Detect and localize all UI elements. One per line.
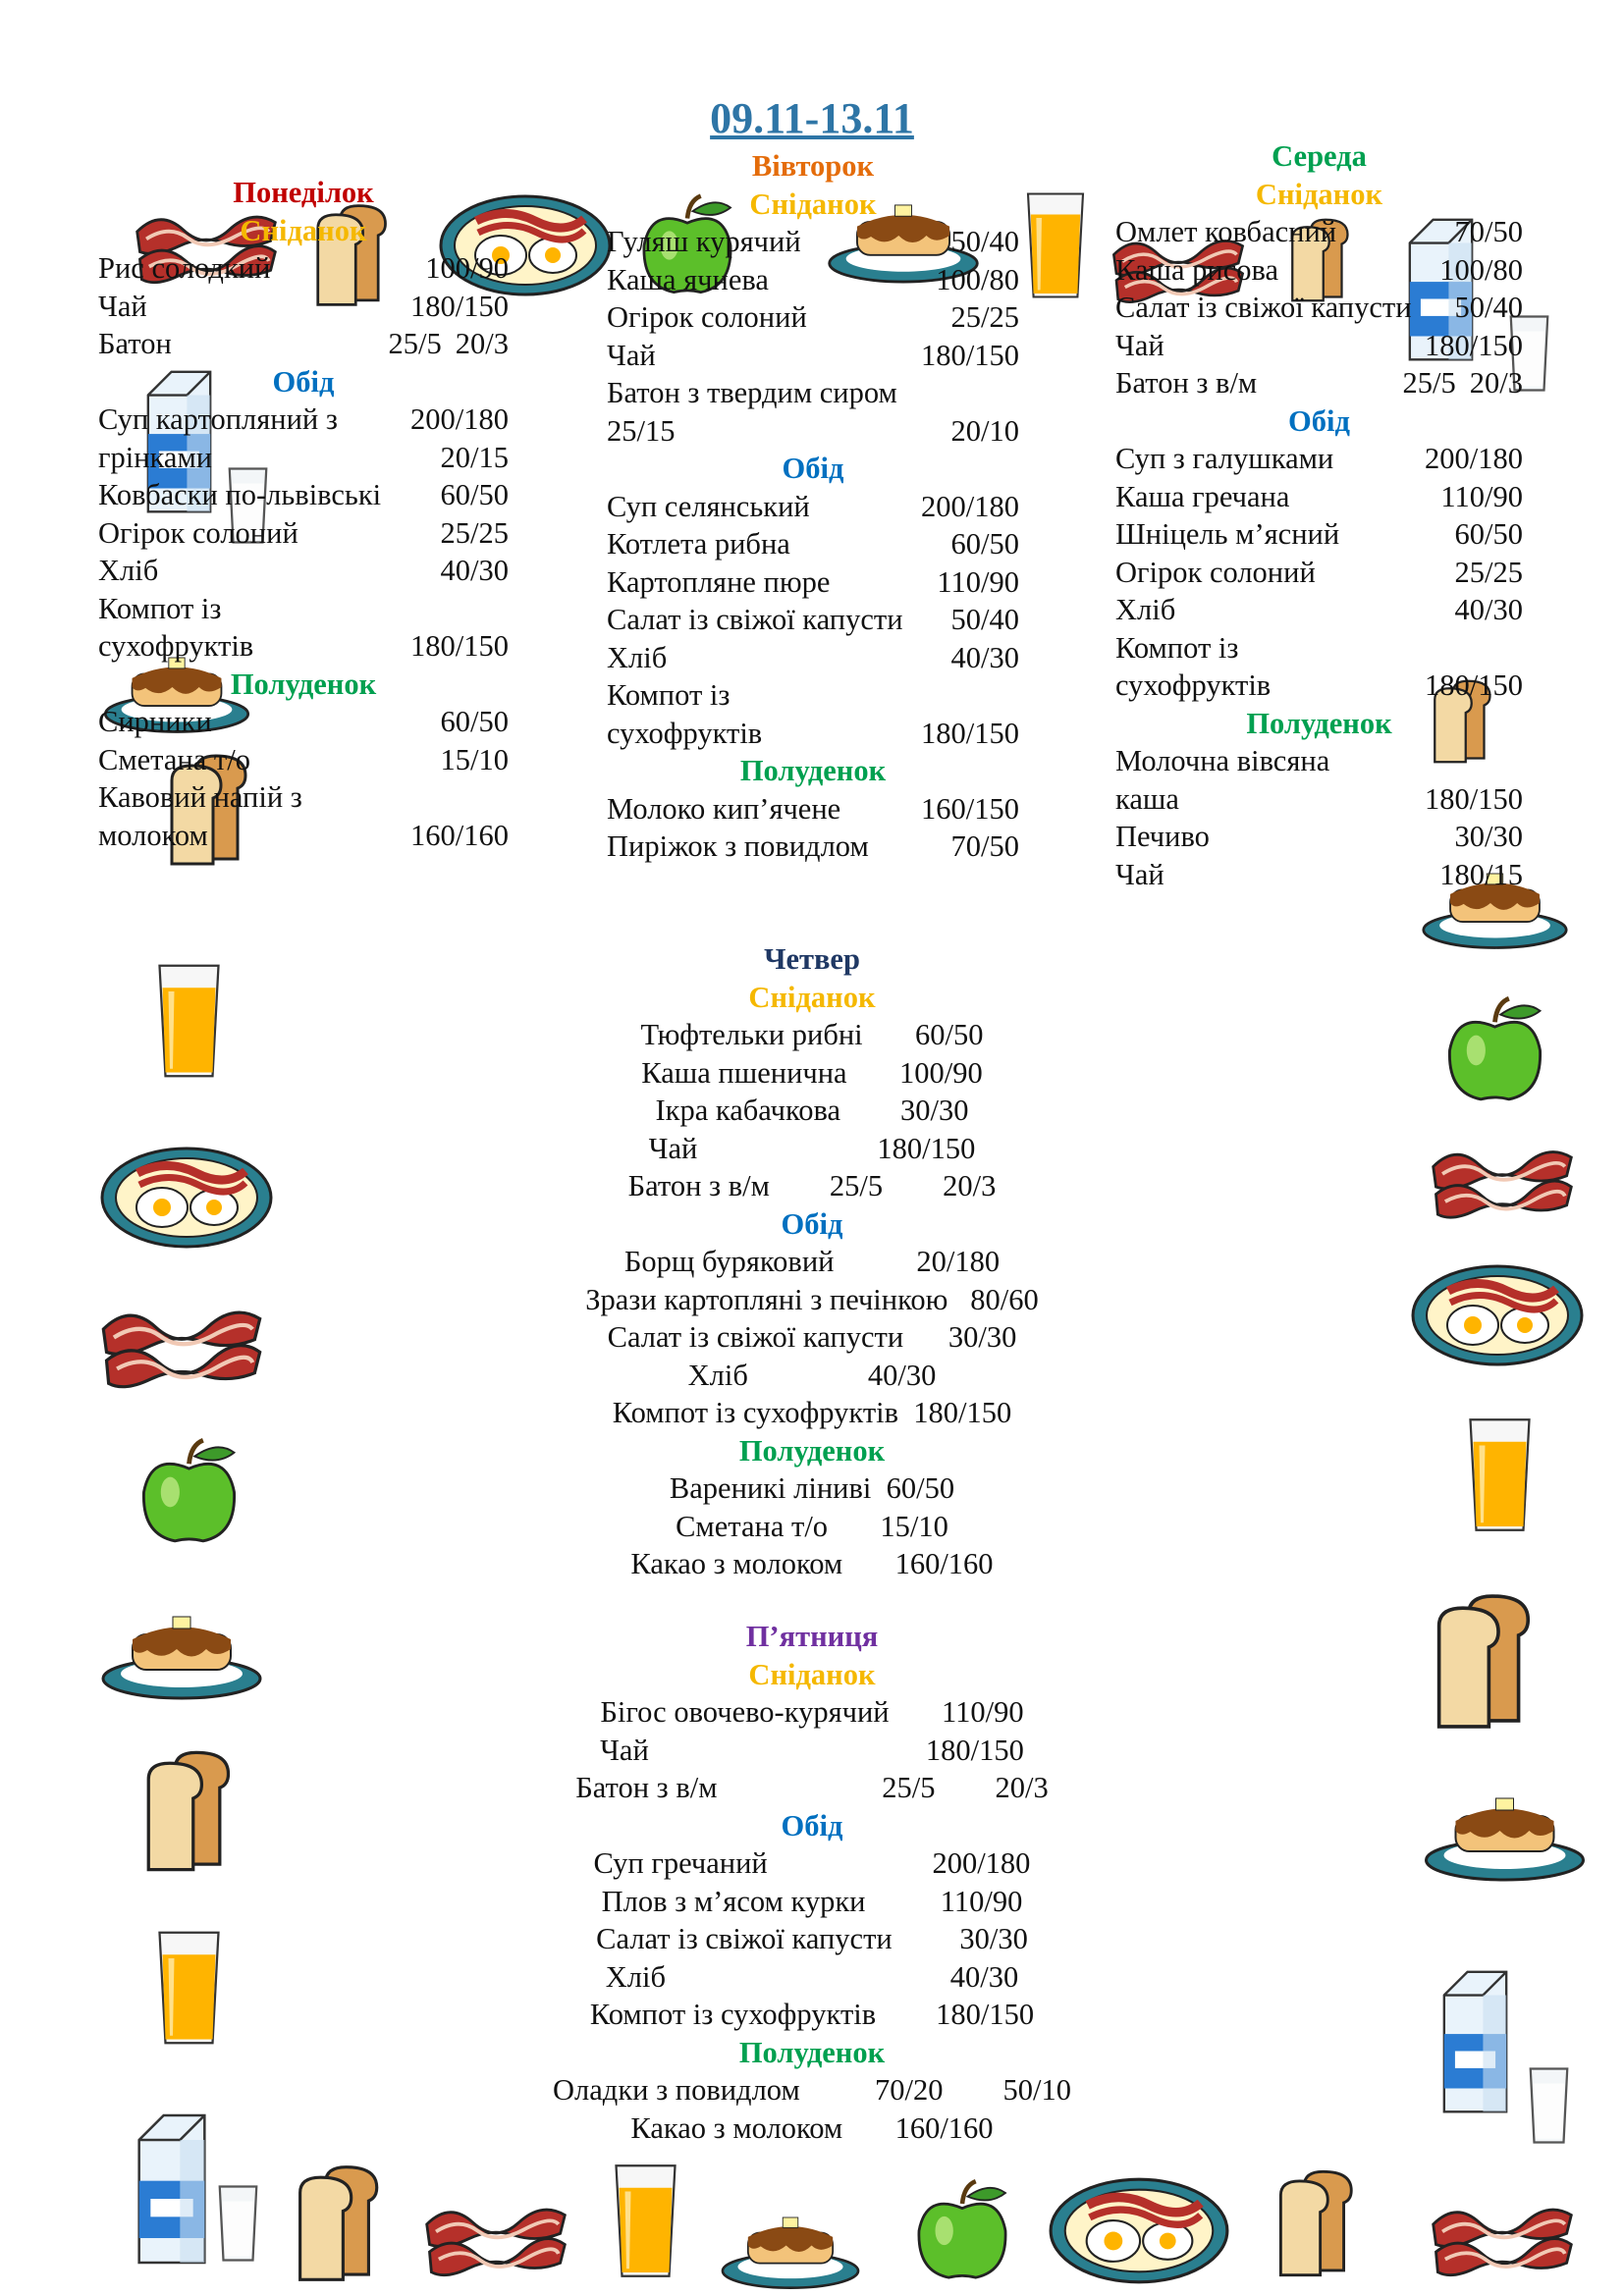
menu-item bbox=[607, 639, 1019, 677]
menu-item bbox=[1115, 818, 1523, 856]
dish-name: Компот із bbox=[1115, 630, 1239, 665]
portion: 160/160 bbox=[410, 818, 509, 852]
menu-item bbox=[607, 601, 1019, 639]
portion: 50/40 bbox=[950, 225, 1019, 258]
menu-item bbox=[98, 552, 509, 590]
portion: 15/10 bbox=[440, 742, 509, 776]
menu-item: Хліб 40/30 bbox=[687, 1358, 937, 1392]
portion: 200/180 bbox=[1425, 442, 1523, 475]
menu-item bbox=[607, 828, 1019, 866]
meal-heading-breakfast: Сніданок bbox=[1255, 177, 1383, 211]
menu-item: Бігос овочево-курячий 110/90 bbox=[600, 1695, 1024, 1729]
menu-item bbox=[1115, 289, 1523, 327]
portion: 180/150 bbox=[921, 338, 1019, 372]
day-title: Середа bbox=[1272, 139, 1367, 173]
meal-heading-breakfast: Сніданок bbox=[749, 187, 877, 221]
dish-name: Чай bbox=[1115, 328, 1164, 362]
meal-heading-lunch: Обід bbox=[781, 1808, 843, 1842]
menu-item: Зрази картопляні з печінкою 80/60 bbox=[585, 1282, 1039, 1316]
portion: 110/90 bbox=[1440, 479, 1523, 513]
meal-heading-lunch: Обід bbox=[1288, 403, 1350, 438]
dish-name: Хліб bbox=[607, 640, 668, 674]
menu-item bbox=[1115, 213, 1523, 251]
menu-item: Оладки з повидлом 70/20 50/10 bbox=[553, 2073, 1071, 2107]
dish-name: Шніцель м’ясний bbox=[1115, 517, 1340, 551]
portion: 20/15 bbox=[440, 440, 509, 474]
menu-item bbox=[607, 488, 1019, 526]
portion: 180/150 bbox=[1425, 328, 1523, 362]
menu-item: Какао з молоком 160/160 bbox=[630, 1547, 994, 1580]
menu-item bbox=[98, 325, 509, 363]
menu-item: Плов з м’ясом курки 110/90 bbox=[601, 1884, 1023, 1918]
menu-item: Ікра кабачкова 30/30 bbox=[655, 1094, 969, 1127]
menu-item: Чай 180/150 bbox=[648, 1131, 976, 1165]
menu-item bbox=[1115, 327, 1523, 365]
dish-name: Чай bbox=[98, 289, 147, 323]
menu-item bbox=[98, 778, 509, 817]
menu-item bbox=[98, 514, 509, 553]
menu-item bbox=[98, 741, 509, 779]
apple-icon bbox=[908, 2174, 1016, 2287]
portion: 40/30 bbox=[950, 640, 1019, 674]
portion: 180/150 bbox=[1425, 668, 1523, 702]
menu-wednesday bbox=[1115, 137, 1523, 893]
dish-name: Чай bbox=[607, 338, 656, 372]
dish-name: Суп картопляний з bbox=[98, 402, 338, 436]
dish-name: Омлет ковбасний bbox=[1115, 215, 1337, 248]
menu-item bbox=[607, 261, 1019, 299]
menu-item bbox=[1115, 780, 1523, 819]
dish-name: Батон з в/м bbox=[1115, 366, 1258, 400]
menu-item bbox=[1115, 478, 1523, 516]
menu-item bbox=[98, 400, 509, 439]
portion: 100/90 bbox=[425, 251, 509, 285]
dish-name: Батон bbox=[98, 327, 172, 360]
juice-glass-icon bbox=[609, 2150, 682, 2292]
meal-heading-breakfast: Сніданок bbox=[240, 213, 367, 247]
portion: 60/50 bbox=[950, 527, 1019, 561]
menu-item bbox=[607, 298, 1019, 337]
menu-item bbox=[98, 476, 509, 514]
menu-item bbox=[1115, 667, 1523, 705]
portion: 25/5 bbox=[388, 327, 442, 360]
day-title: П’ятниця bbox=[745, 1620, 879, 1653]
menu-tuesday bbox=[607, 147, 1019, 866]
menu-item bbox=[607, 223, 1019, 261]
dish-name: сухофруктів bbox=[98, 629, 254, 663]
portion: 40/30 bbox=[440, 554, 509, 587]
meal-heading-snack: Полуденок bbox=[738, 2035, 886, 2069]
menu-item bbox=[98, 703, 509, 741]
menu-item: Батон з в/м 25/5 20/3 bbox=[575, 1771, 1049, 1804]
dish-name: Сметана т/о bbox=[98, 742, 250, 776]
dish-name: 25/15 bbox=[607, 413, 676, 448]
portion: 200/180 bbox=[410, 402, 509, 436]
menu-item bbox=[607, 563, 1019, 602]
dish-name: Молочна вівсяна bbox=[1115, 744, 1330, 777]
portion: 50/40 bbox=[950, 603, 1019, 636]
dish-name: Каша гречана bbox=[1115, 479, 1290, 513]
portion: 180/150 bbox=[410, 289, 509, 323]
menu-item bbox=[607, 790, 1019, 828]
meal-heading-breakfast: Сніданок bbox=[748, 980, 876, 1014]
meal-heading-snack: Полуденок bbox=[1246, 706, 1392, 740]
menu-item bbox=[1115, 515, 1523, 554]
menu-item bbox=[1115, 591, 1523, 629]
toast-icon bbox=[285, 2160, 407, 2287]
menu-item: Сметана т/о 15/10 bbox=[676, 1509, 948, 1543]
portion: 70/50 bbox=[950, 829, 1019, 863]
portion: 180/150 bbox=[410, 629, 509, 663]
menu-item: Какао з молоком 160/160 bbox=[630, 2110, 994, 2145]
menu-item bbox=[607, 715, 1019, 753]
dish-name: Кавовий напій з bbox=[98, 780, 302, 814]
dish-name: Молоко кип’ячене bbox=[607, 791, 841, 826]
portion: 60/50 bbox=[440, 478, 509, 511]
portion: 20/10 bbox=[950, 413, 1019, 448]
dish-name: сухофруктів bbox=[607, 716, 763, 750]
portion: 110/90 bbox=[937, 564, 1019, 599]
dish-name: сухофруктів bbox=[1115, 668, 1272, 702]
dish-name: Каша рисова bbox=[1115, 252, 1279, 287]
menu-item bbox=[1115, 856, 1523, 894]
dish-name: Печиво bbox=[1115, 820, 1210, 853]
menu-item: Хліб 40/30 bbox=[605, 1959, 1019, 1994]
menu-item: Борщ буряковий 20/180 bbox=[623, 1245, 1001, 1278]
dish-name: Рис солодкий bbox=[98, 251, 271, 285]
dish-name: Чай bbox=[1115, 857, 1164, 891]
menu-item bbox=[98, 817, 509, 855]
menu-item bbox=[1115, 251, 1523, 290]
dish-name: Батон з твердим сиром bbox=[607, 376, 897, 409]
day-title: Понеділок bbox=[233, 176, 374, 209]
portion: 180/15 bbox=[1439, 857, 1523, 891]
menu-item bbox=[98, 288, 509, 326]
menu-item bbox=[607, 412, 1019, 451]
dish-name: Огірок солоний bbox=[1115, 555, 1316, 589]
menu-item bbox=[1115, 554, 1523, 592]
menu-item: Батон з в/м 25/5 20/3 bbox=[627, 1169, 997, 1202]
dish-name: каша bbox=[1115, 781, 1179, 816]
menu-item bbox=[98, 627, 509, 666]
meal-heading-snack: Полуденок bbox=[230, 667, 377, 701]
dish-name: Суп з галушками bbox=[1115, 442, 1334, 475]
dish-name: Хліб bbox=[1115, 593, 1176, 626]
portion: 70/50 bbox=[1454, 215, 1523, 248]
dish-name: Котлета рибна bbox=[607, 527, 790, 561]
menu-item: Салат із свіжої капусти 30/30 bbox=[596, 1922, 1028, 1955]
portion: 180/150 bbox=[1425, 781, 1523, 816]
menu-thursday bbox=[0, 940, 1624, 1583]
pancake-icon bbox=[707, 2199, 874, 2292]
menu-item bbox=[1115, 629, 1523, 667]
day-title: Вівторок bbox=[751, 149, 875, 183]
portion: 100/80 bbox=[936, 262, 1019, 296]
dish-name: молоком bbox=[98, 818, 208, 852]
dish-name: Гуляш курячий bbox=[607, 225, 801, 258]
dish-name: Салат із свіжої капусти bbox=[607, 603, 903, 636]
dish-name: Огірок солоний bbox=[607, 300, 807, 334]
portion: 160/150 bbox=[921, 791, 1019, 826]
menu-item: Чай 180/150 bbox=[600, 1733, 1024, 1767]
meal-heading-lunch: Обід bbox=[782, 452, 844, 485]
dish-name: Картопляне пюре bbox=[607, 564, 831, 599]
menu-friday bbox=[0, 1618, 1624, 2147]
portion: 180/150 bbox=[921, 716, 1019, 750]
portion: 20/3 bbox=[455, 327, 509, 360]
meal-heading-snack: Полуденок bbox=[738, 1433, 886, 1468]
menu-item bbox=[98, 439, 509, 477]
menu-item: Суп гречаний 200/180 bbox=[593, 1846, 1031, 1880]
bacon-icon bbox=[1429, 2194, 1576, 2282]
menu-item: Салат із свіжої капусти 30/30 bbox=[607, 1320, 1017, 1354]
portion: 30/30 bbox=[1454, 820, 1523, 853]
portion: 25/25 bbox=[1454, 555, 1523, 589]
toast-icon bbox=[1267, 2160, 1380, 2287]
dish-name: Сирники bbox=[98, 705, 212, 738]
menu-item bbox=[607, 337, 1019, 375]
day-title: Четвер bbox=[764, 942, 860, 976]
dish-name: грінками bbox=[98, 440, 213, 474]
portion: 25/25 bbox=[440, 515, 509, 550]
meal-heading-breakfast: Сніданок bbox=[748, 1657, 876, 1691]
juice-glass-icon bbox=[1021, 182, 1090, 309]
portion: 50/40 bbox=[1454, 291, 1523, 324]
meal-heading-snack: Полуденок bbox=[739, 754, 887, 787]
menu-item bbox=[98, 590, 509, 628]
menu-item bbox=[98, 249, 509, 288]
menu-item bbox=[607, 374, 1019, 412]
meal-heading-lunch: Обід bbox=[781, 1206, 843, 1241]
dish-name: Пиріжок з повидлом bbox=[607, 829, 869, 863]
dish-name: Компот із bbox=[98, 591, 222, 625]
portion: 60/50 bbox=[1454, 517, 1523, 551]
milk-glass-icon bbox=[216, 2169, 260, 2277]
menu-item: Каша пшенична 100/90 bbox=[641, 1055, 983, 1090]
dish-name: Огірок солоний bbox=[98, 515, 298, 550]
menu-item: Компот із сухофруктів 180/150 bbox=[612, 1396, 1012, 1429]
menu-item: Компот із сухофруктів 180/150 bbox=[589, 1998, 1035, 2031]
menu-item bbox=[1115, 364, 1523, 402]
menu-item bbox=[1115, 440, 1523, 478]
portion: 25/25 bbox=[950, 300, 1019, 334]
dish-name: Салат із свіжої капусти bbox=[1115, 291, 1412, 324]
menu-item: Тюфтельки рибні 60/50 bbox=[640, 1018, 984, 1051]
meal-heading-lunch: Обід bbox=[272, 364, 335, 399]
dish-name: Ковбаски по-львівські bbox=[98, 478, 382, 511]
dish-name: Компот із bbox=[607, 678, 731, 712]
portion: 40/30 bbox=[1454, 593, 1523, 626]
bacon-icon bbox=[422, 2194, 569, 2282]
menu-item bbox=[1115, 742, 1523, 780]
portion: 25/5 bbox=[1402, 366, 1456, 400]
dish-name: Суп селянський bbox=[607, 489, 810, 523]
menu-item bbox=[607, 676, 1019, 715]
portion: 60/50 bbox=[440, 705, 509, 738]
portion: 200/180 bbox=[921, 489, 1019, 523]
portion: 100/80 bbox=[1439, 252, 1523, 287]
menu-item: Вареникі ліниві 60/50 bbox=[669, 1471, 955, 1505]
menu-monday bbox=[98, 174, 509, 854]
portion: 20/3 bbox=[1469, 366, 1523, 400]
page-title: 09.11-13.11 bbox=[710, 94, 914, 142]
dish-name: Хліб bbox=[98, 554, 159, 587]
menu-item bbox=[607, 525, 1019, 563]
breakfast-plate-icon bbox=[1046, 2174, 1232, 2287]
dish-name: Каша ячнева bbox=[607, 262, 769, 296]
